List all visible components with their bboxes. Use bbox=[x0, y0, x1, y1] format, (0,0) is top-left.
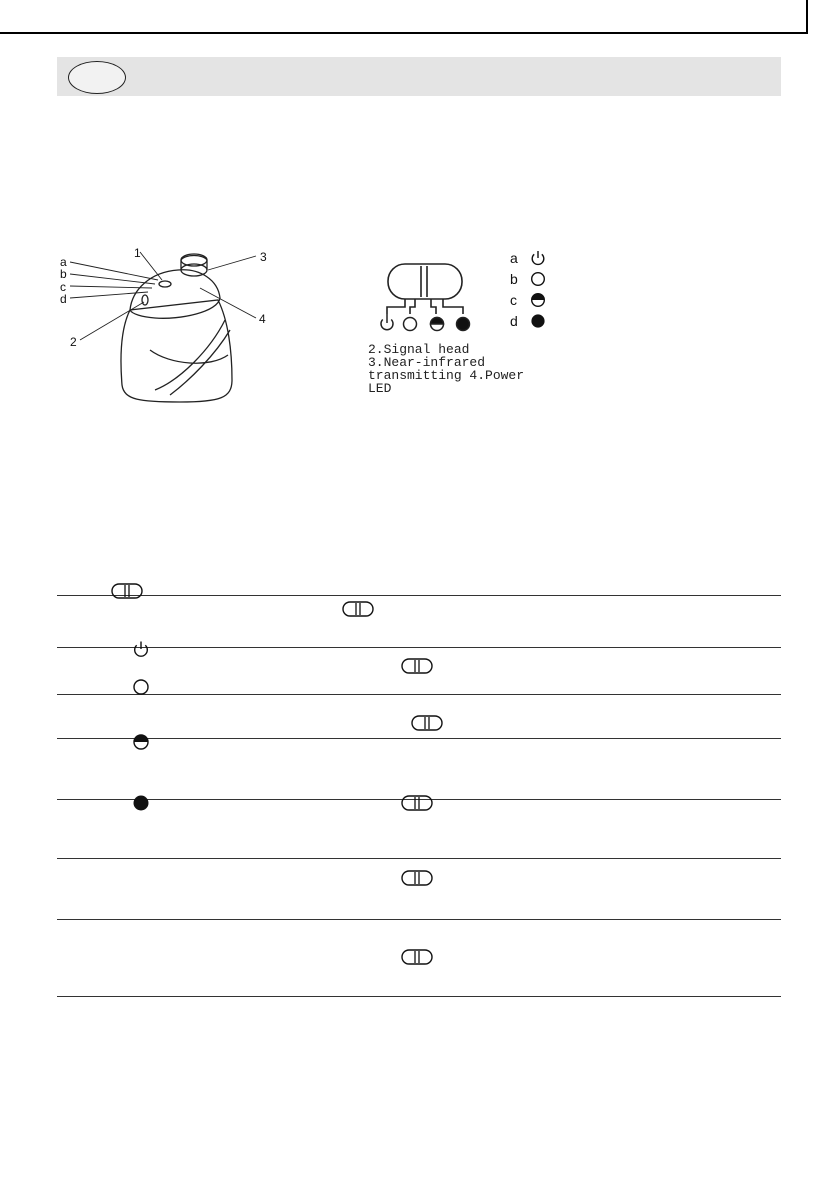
legend-item-a bbox=[510, 248, 546, 268]
circle-full-icon bbox=[530, 313, 546, 329]
legend-item-c bbox=[510, 290, 546, 310]
device-label-d: d bbox=[60, 292, 67, 306]
device-label-1: 1 bbox=[134, 246, 141, 260]
table-rule bbox=[57, 996, 781, 997]
legend-letter: a bbox=[510, 250, 518, 266]
slider-switch-outline bbox=[388, 264, 462, 299]
slider-switch-icon bbox=[342, 601, 374, 617]
device-label-2: 2 bbox=[70, 335, 77, 349]
circle-empty-icon bbox=[530, 271, 546, 287]
legend-item-d bbox=[510, 311, 546, 331]
table-rule bbox=[57, 694, 781, 695]
caption-line: 3.Near-infrared bbox=[368, 355, 486, 370]
device-label-b: b bbox=[60, 267, 67, 281]
legend-letter: d bbox=[510, 313, 518, 329]
device-illustration bbox=[60, 240, 290, 410]
device-label-a: a bbox=[60, 255, 67, 269]
caption-line: LED bbox=[368, 381, 392, 396]
section-header-bar bbox=[57, 57, 781, 96]
table-rule bbox=[57, 738, 781, 739]
slider-switch-icon bbox=[401, 870, 433, 886]
device-label-4: 4 bbox=[259, 312, 266, 326]
legend-item-b bbox=[510, 269, 546, 289]
table-rule bbox=[57, 858, 781, 859]
legend-letter: b bbox=[510, 271, 518, 287]
panel-circle-half-icon bbox=[431, 318, 444, 331]
table-power-icon bbox=[132, 640, 150, 658]
mode-legend bbox=[510, 248, 590, 328]
slider-switch-icon bbox=[401, 949, 433, 965]
table-rule bbox=[57, 647, 781, 648]
slider-switch-icon bbox=[411, 715, 443, 731]
slider-switch-icon bbox=[111, 583, 143, 599]
device-label-c: c bbox=[60, 280, 66, 294]
device-label-3: 3 bbox=[260, 250, 267, 264]
figure-caption bbox=[368, 343, 558, 395]
slider-switch-icon bbox=[401, 795, 433, 811]
crop-mark-vertical bbox=[806, 0, 808, 34]
panel-power-icon bbox=[381, 314, 393, 330]
caption-line: 2.Signal head bbox=[368, 342, 470, 357]
language-badge bbox=[68, 61, 126, 94]
table-circle-full-icon bbox=[132, 794, 150, 812]
table-rule bbox=[57, 919, 781, 920]
crop-mark-horizontal bbox=[0, 32, 808, 34]
table-circle-half-icon bbox=[132, 733, 150, 751]
legend-letter: c bbox=[510, 292, 517, 308]
table-rule bbox=[57, 595, 781, 596]
table-circle-empty-icon bbox=[132, 678, 150, 696]
caption-line: transmitting 4.Power bbox=[368, 368, 525, 383]
panel-circle-empty-icon bbox=[404, 318, 417, 331]
control-panel-diagram bbox=[360, 250, 500, 340]
power-icon bbox=[530, 250, 546, 266]
slider-switch-icon bbox=[401, 658, 433, 674]
panel-circle-full-icon bbox=[457, 318, 470, 331]
circle-half-icon bbox=[530, 292, 546, 308]
